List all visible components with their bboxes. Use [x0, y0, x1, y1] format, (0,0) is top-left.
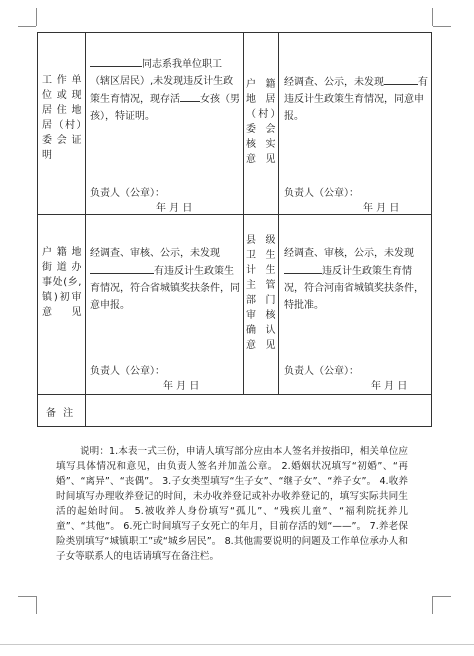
street-label: 户籍地街道办事处(乡,镇)初审意见	[42, 247, 82, 318]
work-unit-signature: 负责人（公章）：	[90, 188, 165, 199]
county-text-a: 经调查、审核，公示，未发现	[284, 248, 414, 259]
street-signature: 负责人（公章）：	[90, 366, 165, 377]
county-date: 年 月 日	[371, 381, 408, 392]
remarks-field[interactable]	[86, 395, 431, 426]
crop-mark	[433, 596, 451, 597]
hukou-text-b: 有违反计生政策生育情况，同意申报。	[284, 77, 428, 122]
work-unit-text-a: 同志系我单位职工（辖区居民）,未发现违反计生政策生育情况，现存活	[90, 59, 234, 105]
county-label: 县级卫生计生主管部门审核确认意见	[246, 235, 276, 351]
street-date: 年 月 日	[163, 381, 200, 392]
name-blank[interactable]	[90, 55, 142, 67]
crop-mark	[18, 596, 36, 597]
col-divider	[278, 33, 279, 394]
crop-mark	[36, 596, 37, 614]
hukou-text-a: 经调查、公示，未发现	[284, 77, 384, 88]
work-unit-content	[90, 55, 240, 125]
hukou-label: 户籍地居（村）委会核实意见	[246, 79, 276, 165]
county-blank[interactable]	[284, 262, 322, 274]
crop-mark	[36, 8, 37, 26]
street-text-a: 经调查、审核、公示，未发现	[90, 248, 220, 259]
instructions-text: 说明：1.本表一式三份，申请人填写部分应由本人签名并按指印，相关单位应填写具体情况和意见，由负责人签名并加盖公章。 2.婚姻状况填写“初婚”、“再婚”、“离异”、“丧偶”。 3.子女类型填写“生子女”、“继子女”、“养子女”。 4.收养时间填写办理收养登记的时间，未办收养登记或补办收养登记的，填写实际共同生活的起始时间。 5.被收养人身份填写“孤儿”、“残疾儿童”、“福利院抚养儿童”、“其他”。 6.死亡时间填写子女死亡的年月，目前存活的划“——”。 7.养老保险类别填写“城镇职工”或“城乡居民”。 8.其他需要说明的问题及工作单位承办人和子女等联系人的电话请填写在备注栏。	[56, 446, 408, 562]
street-content	[90, 245, 240, 314]
col-divider	[243, 33, 244, 394]
county-content	[284, 245, 428, 314]
remarks-label: 备 注	[46, 408, 76, 419]
county-signature: 负责人（公章）：	[284, 366, 359, 377]
work-unit-date: 年 月 日	[156, 203, 193, 214]
street-text-b: 有违反计生政策生育情况，符合省城镇奖扶条件，同意申报。	[90, 266, 240, 311]
work-unit-label: 工作单位或现居住地居（村）委会证明	[42, 75, 82, 161]
hukou-blank[interactable]	[384, 73, 418, 85]
hukou-signature: 负责人（公章）：	[284, 188, 359, 199]
crop-mark	[18, 26, 36, 27]
crop-mark	[432, 596, 433, 614]
hukou-content	[284, 73, 428, 125]
street-blank[interactable]	[90, 262, 154, 274]
approval-form-table	[37, 32, 432, 427]
work-unit-text-b: 女孩（男孩），特证明。	[90, 94, 240, 122]
page-separator	[0, 644, 474, 645]
crop-mark	[433, 26, 451, 27]
col-divider	[85, 33, 86, 426]
row-divider	[38, 214, 431, 215]
crop-mark	[432, 8, 433, 26]
hukou-date: 年 月 日	[363, 203, 400, 214]
count-blank[interactable]	[180, 90, 200, 102]
county-text-b: 违反计生政策生育情况，符合河南省城镇奖扶条件，特批准。	[284, 266, 424, 311]
